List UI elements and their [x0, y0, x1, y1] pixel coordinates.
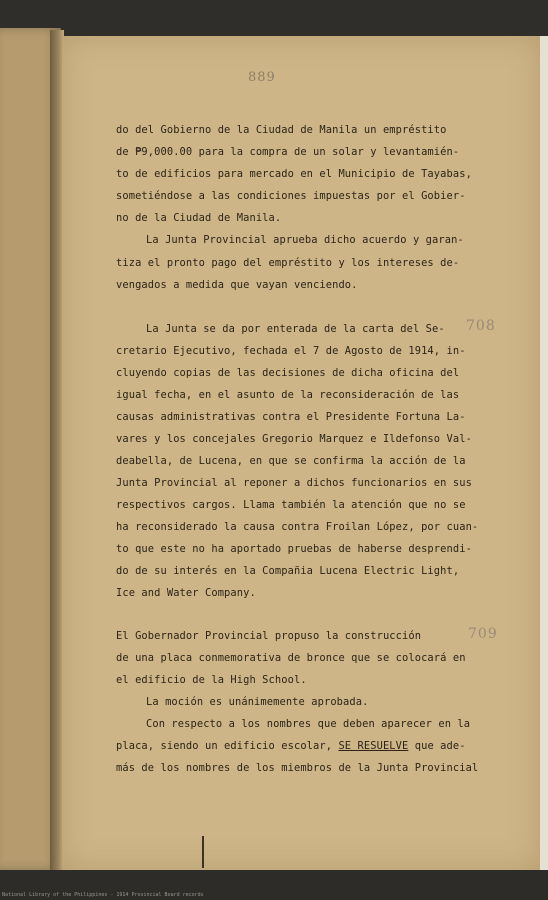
text-line: Con respecto a los nombres que deben aparecer en la	[146, 718, 471, 730]
text-line: El Gobernador Provincial propuso la construcción	[116, 630, 422, 642]
text-line: do de su interés en la Compañia Lucena Electric Light,	[116, 565, 460, 577]
scanner-background-top	[0, 0, 548, 38]
text-line: el edificio de la High School.	[116, 674, 307, 686]
text-line: causas administrativas contra el Presidente Fortuna La-	[116, 411, 466, 423]
text-line: igual fecha, en el asunto de la reconsideración de las	[116, 389, 460, 401]
ink-mark	[202, 836, 204, 868]
text-line: Junta Provincial al reponer a dichos funcionarios en sus	[116, 477, 472, 489]
text-line: Ice and Water Company.	[116, 587, 256, 599]
text-line: de ₱9,000.00 para la compra de un solar y levantamién-	[116, 146, 460, 158]
text-line: to que este no ha aportado pruebas de haberse desprendi-	[116, 543, 472, 555]
text-segment: placa, siendo un edificio escolar,	[116, 740, 333, 752]
text-line: deabella, de Lucena, en que se confirma la acción de la	[116, 455, 466, 467]
text-segment: que ade-	[414, 740, 466, 752]
scan-footer: National Library of the Philippines - 1914 Provincial Board records	[2, 892, 204, 898]
text-line: ha reconsiderado la causa contra Froilan López, por cuan-	[116, 521, 479, 533]
resolution-emphasis: SE RESUELVE	[338, 740, 409, 752]
text-line: La Junta se da por enterada de la carta del Se-	[146, 323, 445, 335]
text-line	[116, 740, 466, 752]
text-line: do del Gobierno de la Ciudad de Manila un empréstito	[116, 124, 447, 136]
page-number: 889	[248, 70, 276, 85]
text-line: to de edificios para mercado en el Municipio de Tayabas,	[116, 168, 472, 180]
text-line: de una placa conmemorativa de bronce que se colocará en	[116, 652, 466, 664]
margin-entry-number: 709	[468, 626, 498, 642]
text-line: vengados a medida que vayan venciendo.	[116, 279, 358, 291]
text-line: vares y los concejales Gregorio Marquez e Ildefonso Val-	[116, 433, 472, 445]
text-line: cretario Ejecutivo, fechada el 7 de Agosto de 1914, in-	[116, 345, 466, 357]
text-line: no de la Ciudad de Manila.	[116, 212, 282, 224]
right-page-edge	[540, 36, 548, 870]
document-page	[62, 36, 540, 870]
text-line: sometiéndose a las condiciones impuestas por el Gobier-	[116, 190, 466, 202]
text-line: respectivos cargos. Llama también la atención que no se	[116, 499, 466, 511]
text-line: La moción es unánimemente aprobada.	[146, 696, 369, 708]
text-line: La Junta Provincial aprueba dicho acuerdo y garan-	[146, 234, 464, 246]
text-line: cluyendo copias de las decisiones de dicha oficina del	[116, 367, 460, 379]
text-line: tiza el pronto pago del empréstito y los intereses de-	[116, 257, 460, 269]
margin-entry-number: 708	[466, 318, 496, 334]
text-line: más de los nombres de los miembros de la Junta Provincial	[116, 762, 479, 774]
